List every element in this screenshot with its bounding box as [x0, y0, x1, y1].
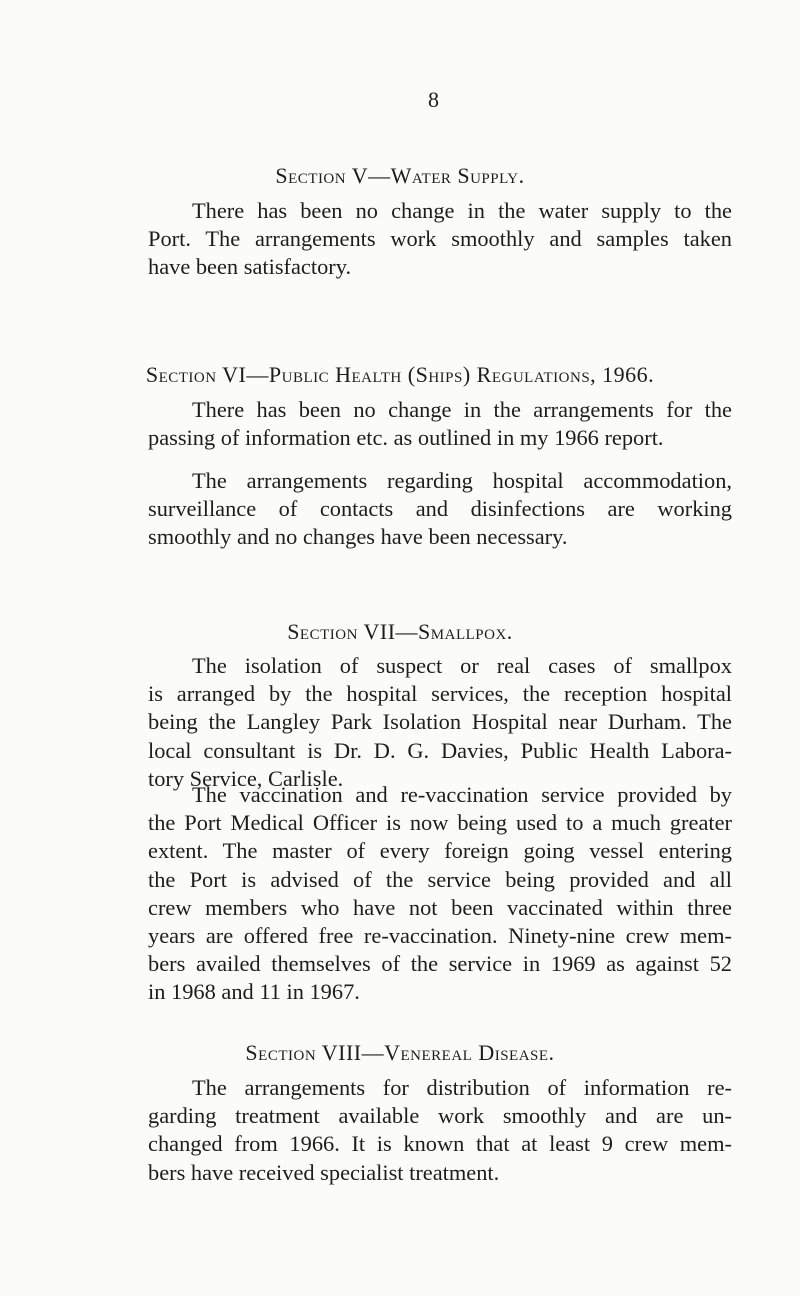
text-line: years are offered free re-vaccination. Ninety-nine crew mem-: [148, 923, 732, 949]
text-line: in 1968 and 11 in 1967.: [148, 979, 360, 1005]
text-line: tory Service, Carlisle.: [148, 765, 344, 791]
section-v-paragraph-1: [148, 197, 732, 282]
text-line: the Port is advised of the service being provided and all: [148, 866, 732, 892]
section-vii-paragraph-1: [148, 652, 732, 793]
section-vi-paragraph-2: [148, 467, 732, 552]
section-vi-heading: Section VI—Public Health (Ships) Regulations, 1966.: [145, 362, 655, 387]
text-line: surveillance of contacts and disinfections are working: [148, 496, 732, 522]
text-line: smoothly and no changes have been necessary.: [148, 524, 568, 550]
text-line: garding treatment available work smoothly and are un-: [148, 1103, 732, 1129]
text-line: The arrangements for distribution of information re-: [192, 1075, 732, 1100]
text-line: bers availed themselves of the service in 1969 as against 52: [148, 951, 732, 977]
text-line: passing of information etc. as outlined in my 1966 report.: [148, 425, 664, 451]
text-line: bers have received specialist treatment.: [148, 1159, 500, 1185]
text-line: is arranged by the hospital services, the reception hospital: [148, 681, 732, 707]
text-line: The arrangements regarding hospital accommodation,: [192, 468, 732, 493]
text-line: The isolation of suspect or real cases of smallpox: [192, 653, 732, 678]
text-line: local consultant is Dr. D. G. Davies, Public Health Labora-: [148, 737, 732, 763]
text-line: There has been no change in the arrangements for the: [192, 397, 732, 422]
text-line: have been satisfactory.: [148, 254, 352, 280]
page-number: 8: [428, 87, 439, 112]
text-line: The vaccination and re-vaccination service provided by: [192, 782, 732, 807]
text-line: being the Langley Park Isolation Hospital near Durham. The: [148, 709, 732, 735]
text-line: changed from 1966. It is known that at least 9 crew mem-: [148, 1131, 732, 1157]
section-viii-paragraph-1: [148, 1074, 732, 1187]
section-vi-paragraph-1: [148, 396, 732, 452]
text-line: Port. The arrangements work smoothly and samples taken: [148, 226, 732, 252]
text-line: extent. The master of every foreign going vessel entering: [148, 838, 732, 864]
section-vii-paragraph-2: [148, 781, 732, 1007]
section-v-heading: Section V—Water Supply.: [275, 163, 525, 188]
section-viii-heading: Section VIII—Venereal Disease.: [245, 1040, 555, 1065]
text-line: There has been no change in the water supply to the: [192, 198, 732, 223]
text-line: the Port Medical Officer is now being used to a much greater: [148, 810, 732, 836]
text-line: crew members who have not been vaccinated within three: [148, 894, 732, 920]
section-vii-heading: Section VII—Smallpox.: [287, 619, 513, 644]
